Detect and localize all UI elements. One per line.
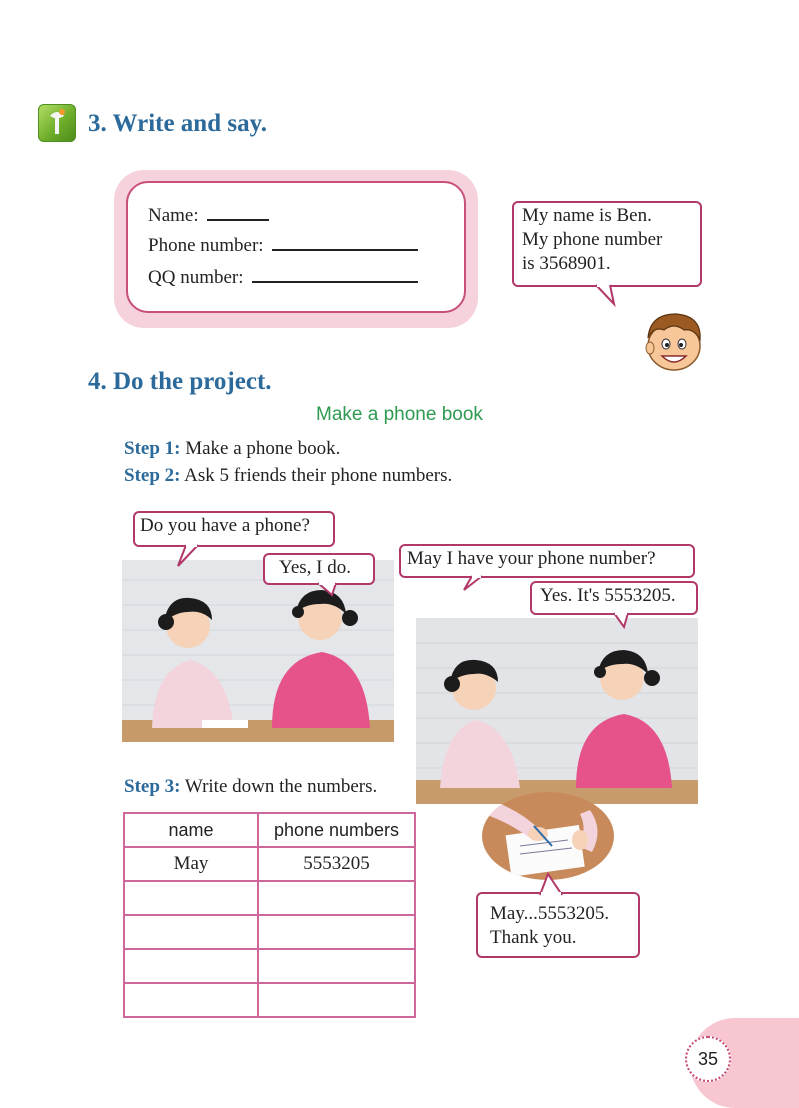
ben-line-2: My phone number	[522, 228, 663, 250]
name-row	[148, 205, 269, 227]
qq-label: QQ number:	[148, 267, 244, 288]
table-row	[124, 915, 415, 949]
phone-row	[148, 235, 418, 257]
ben-bubble-tail	[590, 284, 630, 308]
step-1	[124, 438, 340, 460]
bubble-a1-tail	[314, 582, 344, 598]
cell-phone[interactable]: 5553205	[258, 847, 415, 881]
ben-line-3: is 3568901.	[522, 252, 611, 274]
bubble-may-i-have-number: May I have your phone number?	[399, 544, 695, 578]
cell-phone[interactable]	[258, 949, 415, 983]
step-2	[124, 465, 452, 487]
qq-row	[148, 267, 418, 289]
table-row	[124, 949, 415, 983]
ben-speech-bubble	[512, 201, 702, 287]
header-name: name	[124, 813, 258, 847]
bubble-q2-tail	[458, 575, 488, 593]
activity-icon	[38, 104, 76, 142]
qq-field[interactable]	[252, 280, 418, 283]
cell-name[interactable]	[124, 983, 258, 1017]
cell-phone[interactable]	[258, 915, 415, 949]
ben-face-icon	[640, 308, 708, 374]
bubble-q1-tail	[168, 544, 204, 570]
cell-name[interactable]	[124, 881, 258, 915]
table-row	[124, 847, 415, 881]
cell-name[interactable]	[124, 915, 258, 949]
table-row	[124, 881, 415, 915]
section-3-title: 3. Write and say.	[88, 110, 267, 137]
bubble-yes-its-number: Yes. It's 5553205.	[530, 581, 698, 615]
bubble-end-tail	[534, 872, 570, 896]
table-row	[124, 983, 415, 1017]
name-label: Name:	[148, 205, 199, 226]
bubble-do-you-have-phone: Do you have a phone?	[133, 511, 335, 547]
step-3	[124, 776, 377, 798]
cell-phone[interactable]	[258, 983, 415, 1017]
bubble-yes-i-do: Yes, I do.	[263, 553, 375, 585]
ben-line-1: My name is Ben.	[522, 205, 652, 226]
step-2-label: Step 2:	[124, 465, 181, 486]
photo-writing-closeup	[480, 790, 616, 882]
step-3-label: Step 3:	[124, 776, 181, 797]
bubble-a2-tail	[612, 612, 638, 630]
header-phone-numbers: phone numbers	[258, 813, 415, 847]
cell-name[interactable]	[124, 949, 258, 983]
bubble-thank-you	[476, 892, 640, 958]
step-1-label: Step 1:	[124, 438, 181, 459]
name-field[interactable]	[207, 218, 269, 221]
photo-two-girls-right	[416, 618, 698, 804]
page-number: 35	[685, 1036, 731, 1082]
phone-field[interactable]	[272, 248, 418, 251]
thank-you-line-1: May...5553205.	[490, 903, 610, 924]
step-2-text: Ask 5 friends their phone numbers.	[180, 465, 453, 486]
project-subtitle: Make a phone book	[316, 404, 483, 425]
phone-label: Phone number:	[148, 235, 264, 256]
thank-you-line-2: Thank you.	[490, 926, 577, 948]
table-header-row	[124, 813, 415, 847]
section-4-title: 4. Do the project.	[88, 368, 272, 395]
cell-name[interactable]: May	[124, 847, 258, 881]
photo-two-girls-left	[122, 560, 394, 742]
step-3-text: Write down the numbers.	[180, 776, 378, 797]
cell-phone[interactable]	[258, 881, 415, 915]
step-1-text: Make a phone book.	[180, 438, 341, 459]
phone-book-table	[123, 812, 416, 1018]
